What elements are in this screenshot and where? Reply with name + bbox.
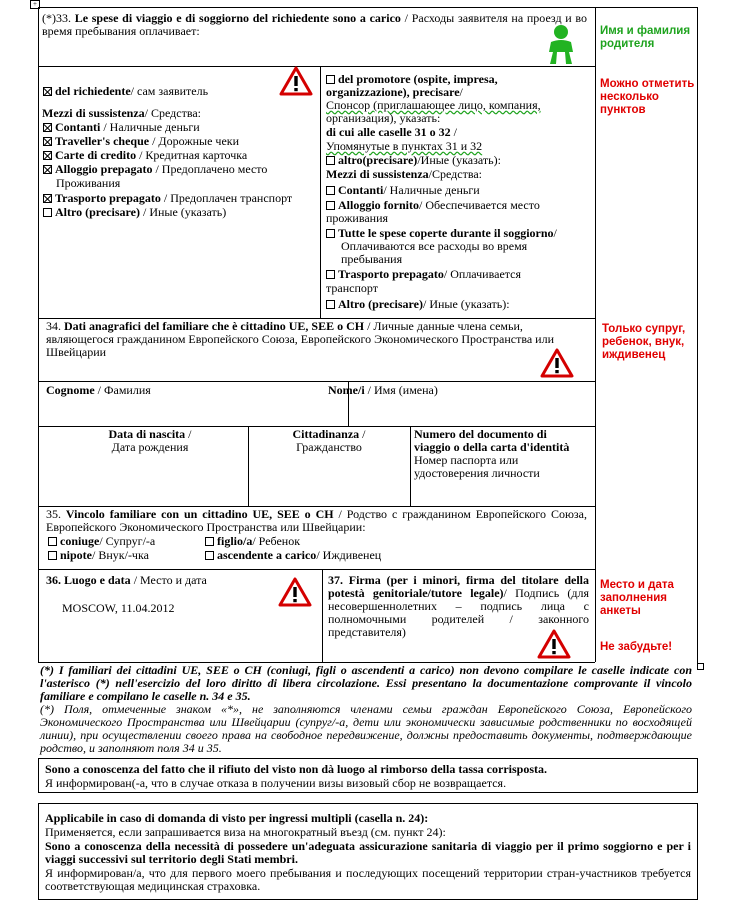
checkbox[interactable] [326, 156, 335, 165]
side-note-place-date: Место и дата заполнения анкеты [600, 579, 674, 617]
s34-docnum-label: Numero del documento di viaggio o della carta d'identità Номер паспорта или удостоверения личности [414, 427, 570, 480]
baby-icon [543, 22, 579, 66]
s35-child[interactable]: figlio/a/ Ребенок [205, 535, 300, 548]
side-note-relatives: Только супруг, ребенок, внук, иждивенец [602, 323, 686, 361]
sponsor-item-all-costs[interactable]: Tutte le spese coperte durante il soggiorno/ [326, 227, 557, 240]
form-border-top [38, 7, 698, 8]
note-russian: (*) Поля, отмеченные знаком «*», не заполняются членами семьи граждан Европейского Союза, Европейского Экономического Пространства или Швейцарии (супруг/-а, дети или экономически зависимые родственники по восходящей линии), при осуществлении своего права на свободное передвижение, должны предоставить документы, подтверждающие родство, и заполняют поля 34 и 35. [40, 702, 692, 755]
self-item-accommodation[interactable]: Alloggio prepagato / Предоплачено место [43, 163, 267, 176]
self-checkbox[interactable] [43, 87, 52, 96]
sponsor-item-other[interactable]: Altro (precisare)/ Иные (указать): [326, 298, 510, 311]
s35-spouse[interactable]: coniuge/ Супруг/-а [48, 535, 155, 548]
visa-refund-it: Sono a conoscenza del fatto che il rifiuto del visto non dà luogo al rimborso della tassa corrisposta. [45, 762, 547, 776]
side-note-dont-forget: Не забудьте! [600, 641, 673, 653]
s34-row1 [38, 381, 595, 382]
checkbox[interactable] [43, 208, 52, 217]
s34-dob-label: Data di nascita / Дата рождения [108, 427, 192, 454]
sponsor-boxes-ru: Упомянутые в пунктах 31 и 32 [326, 139, 483, 153]
s35-dependent[interactable]: ascendente a carico/ Иждивенец [205, 549, 381, 562]
insurance-ru-1: Применяется, если запрашивается виза на многократный въезд (см. пункт 24): [45, 825, 446, 839]
checkbox[interactable] [48, 537, 57, 546]
form-border-left [38, 7, 39, 662]
s33-means-heading: Mezzi di sussistenza/ Средства: [42, 106, 202, 120]
insurance-ru-2: Я информирован/а, что для первого моего пребывания и последующих посещений территории стран-участников требуется соответствующая медицинская страховка. [45, 866, 691, 893]
warning-icon [278, 577, 312, 607]
checkbox[interactable] [43, 151, 52, 160]
sponsor-option[interactable]: del promotore (ospite, impresa, [326, 73, 498, 86]
self-item-other[interactable]: Altro (precisare) / Иные (указать) [43, 206, 226, 219]
s33-divider [38, 66, 595, 67]
insurance-box [38, 803, 698, 900]
side-note-parent-name: Имя и фамилия родителя [600, 25, 691, 50]
sponsor-ru1: Спонсор (приглашающее лицо, компания, [326, 98, 541, 112]
s36-col [322, 569, 323, 662]
self-item-cash[interactable]: Contanti / Наличные деньги [43, 121, 200, 134]
checkbox[interactable] [326, 186, 335, 195]
warning-icon [540, 348, 574, 378]
s33-self-option[interactable]: del richiedente/ сам заявитель [43, 85, 208, 98]
self-item-travellers-cheque[interactable]: Traveller's cheque / Дорожные чеки [43, 135, 239, 148]
sponsor-item-transport-cont: транспорт [326, 281, 378, 295]
insurance-it-2: Sono a conoscenza della necessità di possedere un'adeguata assicurazione sanitaria di viaggio per il primo soggiorno e per i viaggi successivi sul territorio degli Stati membri. [45, 839, 691, 866]
sponsor-checkbox[interactable] [326, 75, 335, 84]
insurance-it-1: Applicabile in caso di domanda di visto per ingressi multipli (casella n. 24): [45, 811, 429, 825]
table-anchor[interactable]: + [30, 0, 40, 9]
sponsor-item-all-costs-cont2: пребывания [341, 252, 403, 266]
checkbox[interactable] [43, 165, 52, 174]
note-italian: (*) I familiari dei cittadini UE, SEE o CH (coniugi, figli o ascendenti a carico) non devono compilare le caselle indicate con l'asterisco (*) nell'esercizio del loro diritto di libera circolazione. Essi presentano la documentazione comprovante il vincolo familiare e compilano le caselle n. 34 e 35. [40, 663, 692, 703]
self-item-transport[interactable]: Trasporto prepagato / Предоплачен транспорт [43, 192, 292, 205]
checkbox[interactable] [48, 551, 57, 560]
sponsor-ru2: организация), указать: [326, 111, 441, 125]
s35-grandchild[interactable]: nipote/ Внук/-чка [48, 549, 149, 562]
resize-handle[interactable] [697, 663, 704, 670]
sponsor-item-accommodation-cont: проживания [326, 211, 389, 225]
self-item-accommodation-cont: Проживания [56, 176, 121, 190]
sponsor-item-transport[interactable]: Trasporto prepagato/ Оплачивается [326, 268, 521, 281]
checkbox[interactable] [326, 270, 335, 279]
warning-icon [279, 66, 313, 96]
s34-col2 [248, 426, 249, 506]
sponsor-other[interactable]: altro(precisare)/Иные (указать): [326, 154, 501, 167]
sponsor-means-heading: Mezzi di sussistenza/Средства: [326, 167, 483, 181]
checkbox[interactable] [43, 123, 52, 132]
visa-refund-ru: Я информирован(-а, что в случае отказа в получении визы визовый сбор не возвращается. [45, 776, 507, 790]
sponsor-item-all-costs-cont: Оплачиваются все расходы во время [341, 239, 528, 253]
warning-icon [537, 629, 571, 659]
sponsor-line2: organizzazione), precisare/ [326, 85, 463, 99]
s36-value[interactable]: MOSCOW, 11.04.2012 [62, 601, 175, 615]
s35-header: 35. Vincolo familiare con un cittadino UE, SEE o CH / Родство с гражданином Европейского Союза, Европейского Экономического Пространства или Швейцарии: [46, 507, 588, 534]
visa-refund-box [38, 758, 698, 793]
s34-header: 34. Dati anagrafici del familiare che è cittadino UE, SEE o CH / Личные данные члена семьи, являющегося гражданином Европейского Союза, Европейского Экономического Пространства или Швейцарии [46, 319, 554, 359]
s34-surname-label: Cognome / Фамилия [46, 383, 151, 397]
checkbox[interactable] [326, 229, 335, 238]
checkbox[interactable] [43, 194, 52, 203]
self-item-credit-card[interactable]: Carte di credito / Кредитная карточка [43, 149, 247, 162]
s34-col3 [410, 426, 411, 506]
sponsor-item-cash[interactable]: Contanti/ Наличные деньги [326, 184, 480, 197]
s33-header: (*)33. Le spese di viaggio e di soggiorno del richiedente sono a carico / Расходы заявителя на проезд и во время пребывания оплачивает: [42, 11, 588, 38]
form-border-right [595, 7, 596, 662]
sponsor-item-accommodation[interactable]: Alloggio fornito/ Обеспечивается место [326, 199, 540, 212]
checkbox[interactable] [205, 551, 214, 560]
side-note-multiple: Можно отметить несколько пунктов [600, 78, 695, 116]
checkbox[interactable] [43, 137, 52, 146]
s34-nationality-label: Cittadinanza / Гражданство [292, 427, 366, 454]
checkbox[interactable] [205, 537, 214, 546]
sponsor-boxes: di cui alle caselle 31 o 32 / [326, 125, 457, 139]
s37-label: 37. Firma (per i minori, firma del titolare della potestà genitoriale/tutore legale)/ Подпись (для несовершеннолетних – подпись лица с полномочными родителей / законного представителя) [328, 573, 589, 639]
s36-top [38, 569, 595, 570]
s34-name-label: Nome/i / Имя (имена) [328, 383, 438, 397]
checkbox[interactable] [326, 300, 335, 309]
checkbox[interactable] [326, 201, 335, 210]
s36-label: 36. Luogo e data / Место и дата [46, 573, 207, 587]
s33-col-divider [320, 66, 321, 318]
